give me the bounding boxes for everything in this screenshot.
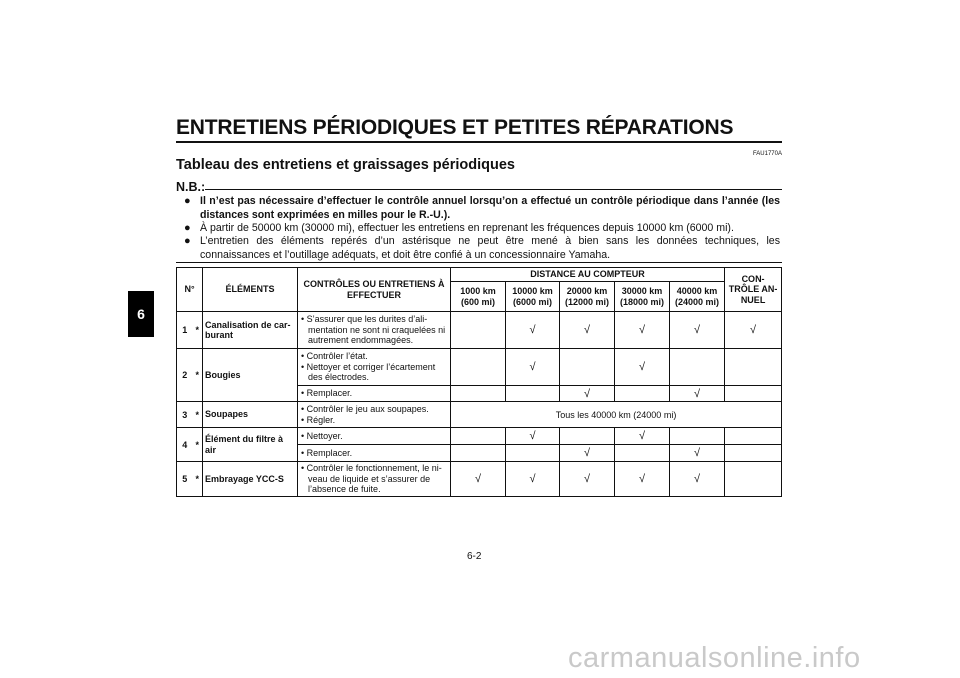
check-cell bbox=[451, 428, 506, 445]
table-row bbox=[177, 428, 782, 445]
check-mark: √ bbox=[615, 349, 670, 386]
check-cell bbox=[615, 386, 670, 402]
check-cell bbox=[725, 445, 782, 462]
check-mark: √ bbox=[670, 386, 725, 402]
operation-text: • Remplacer. bbox=[301, 447, 353, 458]
check-cell bbox=[451, 312, 506, 349]
section-title: Tableau des entretiens et graissages périodiques bbox=[176, 157, 515, 173]
table-row bbox=[177, 402, 782, 428]
check-cell bbox=[725, 462, 782, 497]
header-operations: CONTRÔLES OU ENTRETIENS À EFFECTUER bbox=[298, 268, 451, 312]
header-interval: 20000 km (12000 mi) bbox=[560, 282, 615, 312]
check-mark: √ bbox=[725, 312, 782, 349]
asterisk-mark: * bbox=[193, 312, 203, 349]
check-mark: √ bbox=[615, 462, 670, 497]
element-name: Élément du filtre à air bbox=[203, 428, 298, 462]
check-mark: √ bbox=[506, 349, 560, 386]
check-mark: √ bbox=[670, 445, 725, 462]
row-number: 3 bbox=[177, 402, 193, 428]
operation-cell bbox=[298, 462, 451, 497]
row-number: 2 bbox=[177, 349, 193, 402]
note-text: À partir de 50000 km (30000 mi), effectuer les entretiens en reprenant les fréquences depuis 10000 km (6000 mi). bbox=[200, 222, 734, 234]
check-mark: √ bbox=[506, 312, 560, 349]
interval-span-text: Tous les 40000 km (24000 mi) bbox=[451, 402, 782, 428]
chapter-title: ENTRETIENS PÉRIODIQUES ET PETITES RÉPARATIONS bbox=[176, 116, 734, 139]
operation-cell bbox=[298, 312, 451, 349]
note-bottom-rule bbox=[176, 262, 782, 263]
element-name: Soupapes bbox=[203, 402, 298, 428]
operation-cell bbox=[298, 402, 451, 428]
check-cell bbox=[506, 445, 560, 462]
check-cell bbox=[560, 349, 615, 386]
maintenance-table bbox=[176, 267, 782, 497]
note-rule bbox=[205, 189, 782, 190]
header-interval: 40000 km (24000 mi) bbox=[670, 282, 725, 312]
check-cell bbox=[451, 445, 506, 462]
reference-code: FAU1770A bbox=[752, 151, 782, 157]
note-text: L’entretien des éléments repérés d’un astérisque ne peut être mené à bien sans les données techniques, les connaissances et l’outillage adéquats, et doit être confié à un concessionnaire Yamaha. bbox=[200, 235, 780, 261]
check-cell bbox=[725, 428, 782, 445]
asterisk-mark: * bbox=[193, 462, 203, 497]
header-interval: 30000 km (18000 mi) bbox=[615, 282, 670, 312]
title-rule bbox=[176, 141, 782, 143]
element-name: Canalisation de car-burant bbox=[203, 312, 298, 349]
note-item bbox=[184, 195, 780, 222]
check-cell bbox=[615, 445, 670, 462]
operation-text: • Nettoyer. bbox=[301, 430, 343, 441]
operation-text: • Contrôler l’état. bbox=[301, 351, 368, 362]
check-mark: √ bbox=[560, 386, 615, 402]
operation-text: • S’assurer que les durites d’ali-mentation ne sont ni craquelées ni autrement endommagées. bbox=[301, 314, 446, 346]
table-row bbox=[177, 349, 782, 386]
operation-text: • Contrôler le jeu aux soupapes. bbox=[301, 404, 429, 414]
check-mark: √ bbox=[506, 428, 560, 445]
asterisk-mark: * bbox=[193, 402, 203, 428]
chapter-tab: 6 bbox=[128, 291, 154, 337]
operation-text: • Contrôler le fonctionnement, le ni-veau de liquide et s’assurer de l’absence de fuite. bbox=[301, 463, 442, 495]
header-interval: 1000 km (600 mi) bbox=[451, 282, 506, 312]
table-row bbox=[177, 312, 782, 349]
element-name: Embrayage YCC-S bbox=[203, 462, 298, 497]
operation-cell bbox=[298, 386, 451, 402]
row-number: 4 bbox=[177, 428, 193, 462]
page-number: 6-2 bbox=[467, 551, 482, 562]
check-mark: √ bbox=[670, 462, 725, 497]
header-elements: ÉLÉMENTS bbox=[203, 268, 298, 312]
header-interval: 10000 km (6000 mi) bbox=[506, 282, 560, 312]
bullet-icon: ● bbox=[184, 222, 191, 234]
check-mark: √ bbox=[615, 428, 670, 445]
header-annual: CON-TRÔLE AN-NUEL bbox=[725, 268, 782, 312]
check-mark: √ bbox=[615, 312, 670, 349]
note-text: Il n’est pas nécessaire d’effectuer le contrôle annuel lorsqu’on a effectué un contrôle périodique dans l’année (les distances sont exprimées en milles pour le R.-U.). bbox=[200, 195, 780, 221]
table-row bbox=[177, 462, 782, 497]
asterisk-mark: * bbox=[193, 349, 203, 402]
header-distance: DISTANCE AU COMPTEUR bbox=[451, 268, 725, 282]
operation-text: • Régler. bbox=[301, 414, 336, 425]
check-cell bbox=[670, 428, 725, 445]
note-item bbox=[184, 222, 780, 236]
check-cell bbox=[451, 386, 506, 402]
check-cell bbox=[725, 349, 782, 386]
operation-text: • Nettoyer et corriger l’écartement des électrodes. bbox=[301, 361, 436, 383]
operation-cell bbox=[298, 349, 451, 386]
check-mark: √ bbox=[670, 312, 725, 349]
bullet-icon: ● bbox=[184, 235, 191, 247]
check-mark: √ bbox=[560, 462, 615, 497]
row-number: 1 bbox=[177, 312, 193, 349]
check-mark: √ bbox=[506, 462, 560, 497]
bullet-icon: ● bbox=[184, 195, 191, 207]
note-label: N.B.: bbox=[176, 180, 206, 194]
check-cell bbox=[451, 349, 506, 386]
check-mark: √ bbox=[560, 445, 615, 462]
check-cell bbox=[506, 386, 560, 402]
note-item bbox=[184, 235, 780, 262]
check-cell bbox=[670, 349, 725, 386]
asterisk-mark: * bbox=[193, 428, 203, 462]
row-number: 5 bbox=[177, 462, 193, 497]
operation-cell bbox=[298, 445, 451, 462]
check-cell bbox=[560, 428, 615, 445]
header-num: N° bbox=[177, 268, 203, 312]
watermark: carmanualsonline.info bbox=[568, 642, 861, 674]
element-name: Bougies bbox=[203, 349, 298, 402]
check-mark: √ bbox=[560, 312, 615, 349]
operation-cell bbox=[298, 428, 451, 445]
operation-text: • Remplacer. bbox=[301, 388, 353, 399]
check-mark: √ bbox=[451, 462, 506, 497]
check-cell bbox=[725, 386, 782, 402]
